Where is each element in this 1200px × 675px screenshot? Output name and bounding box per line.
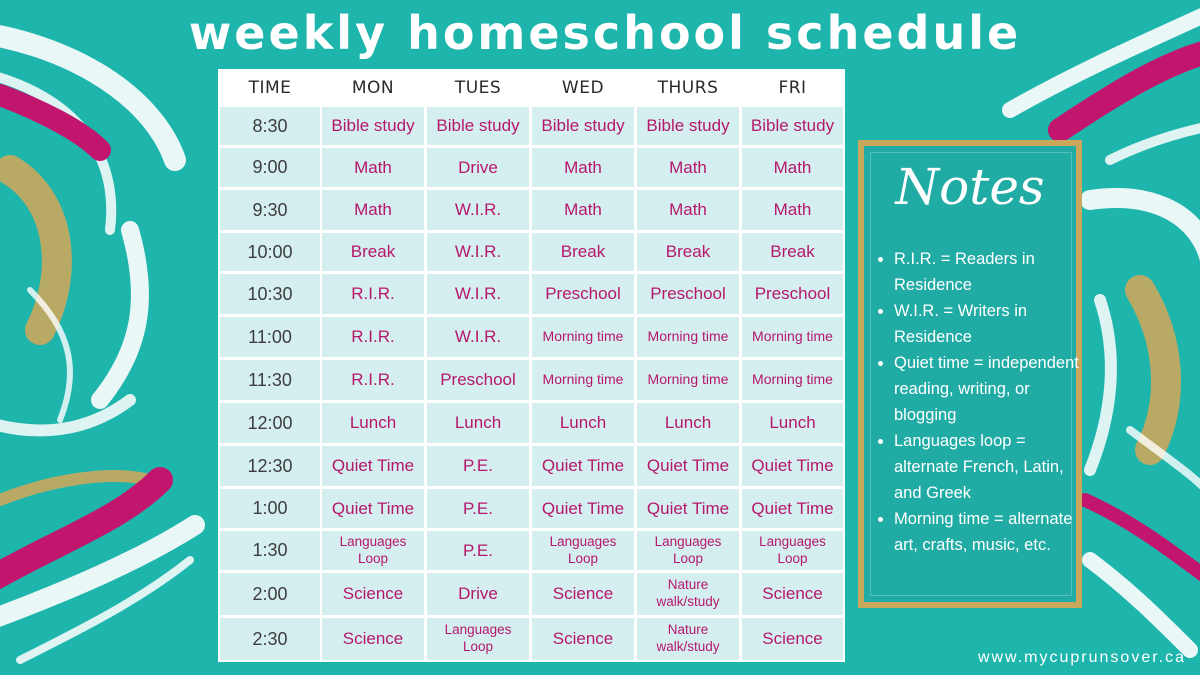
activity-cell-thurs: Nature walk/study bbox=[637, 618, 739, 660]
activity-cell-wed: Break bbox=[532, 233, 634, 271]
activity-cell-fri: Quiet Time bbox=[742, 489, 843, 528]
activity-cell-wed: Bible study bbox=[532, 107, 634, 145]
note-item: • R.I.R. = Readers in Residence bbox=[894, 246, 1082, 298]
activity-cell-fri: Languages Loop bbox=[742, 531, 843, 570]
note-item: • Languages loop = alternate French, Latin, and Greek bbox=[894, 428, 1082, 506]
activity-cell-fri: Morning time bbox=[742, 317, 843, 357]
activity-cell-mon: Math bbox=[322, 190, 424, 230]
time-cell: 12:00 bbox=[220, 403, 320, 443]
activity-cell-tues: Preschool bbox=[427, 360, 529, 400]
activity-cell-tues: Languages Loop bbox=[427, 618, 529, 660]
activity-cell-thurs: Morning time bbox=[637, 360, 739, 400]
activity-cell-tues: W.I.R. bbox=[427, 190, 529, 230]
notes-title: Notes bbox=[895, 158, 1045, 216]
activity-cell-fri: Bible study bbox=[742, 107, 843, 145]
activity-cell-tues: Drive bbox=[427, 148, 529, 187]
schedule-table bbox=[218, 69, 845, 662]
header-mon: MON bbox=[351, 78, 395, 98]
activity-cell-wed: Math bbox=[532, 190, 634, 230]
activity-cell-fri: Break bbox=[742, 233, 843, 271]
activity-cell-mon: Lunch bbox=[322, 403, 424, 443]
activity-cell-tues: P.E. bbox=[427, 446, 529, 486]
time-cell: 12:30 bbox=[220, 446, 320, 486]
activity-cell-tues: Bible study bbox=[427, 107, 529, 145]
activity-cell-thurs: Bible study bbox=[637, 107, 739, 145]
note-item: • W.I.R. = Writers in Residence bbox=[894, 298, 1082, 350]
activity-cell-wed: Quiet Time bbox=[532, 489, 634, 528]
activity-cell-thurs: Break bbox=[637, 233, 739, 271]
activity-cell-tues: W.I.R. bbox=[427, 233, 529, 271]
activity-cell-fri: Quiet Time bbox=[742, 446, 843, 486]
activity-cell-mon: R.I.R. bbox=[322, 317, 424, 357]
activity-cell-mon: Languages Loop bbox=[322, 531, 424, 570]
activity-cell-thurs: Preschool bbox=[637, 274, 739, 314]
activity-cell-fri: Lunch bbox=[742, 403, 843, 443]
activity-cell-mon: R.I.R. bbox=[322, 360, 424, 400]
activity-cell-mon: Break bbox=[322, 233, 424, 271]
activity-cell-wed: Math bbox=[532, 148, 634, 187]
activity-cell-mon: Science bbox=[322, 573, 424, 615]
activity-cell-fri: Math bbox=[742, 148, 843, 187]
activity-cell-fri: Science bbox=[742, 618, 843, 660]
activity-cell-wed: Preschool bbox=[532, 274, 634, 314]
time-cell: 1:00 bbox=[220, 489, 320, 528]
time-cell: 10:30 bbox=[220, 274, 320, 314]
activity-cell-mon: Science bbox=[322, 618, 424, 660]
activity-cell-wed: Morning time bbox=[532, 360, 634, 400]
activity-cell-thurs: Math bbox=[637, 190, 739, 230]
header-wed: WED bbox=[561, 78, 605, 98]
activity-cell-tues: Drive bbox=[427, 573, 529, 615]
activity-cell-mon: Bible study bbox=[322, 107, 424, 145]
activity-cell-mon: Math bbox=[322, 148, 424, 187]
activity-cell-thurs: Morning time bbox=[637, 317, 739, 357]
time-cell: 9:30 bbox=[220, 190, 320, 230]
activity-cell-wed: Lunch bbox=[532, 403, 634, 443]
activity-cell-wed: Science bbox=[532, 618, 634, 660]
activity-cell-tues: W.I.R. bbox=[427, 317, 529, 357]
activity-cell-thurs: Lunch bbox=[637, 403, 739, 443]
time-cell: 8:30 bbox=[220, 107, 320, 145]
activity-cell-thurs: Math bbox=[637, 148, 739, 187]
activity-cell-wed: Morning time bbox=[532, 317, 634, 357]
activity-cell-fri: Math bbox=[742, 190, 843, 230]
activity-cell-fri: Morning time bbox=[742, 360, 843, 400]
activity-cell-mon: Quiet Time bbox=[322, 446, 424, 486]
activity-cell-tues: W.I.R. bbox=[427, 274, 529, 314]
time-cell: 11:30 bbox=[220, 360, 320, 400]
activity-cell-wed: Quiet Time bbox=[532, 446, 634, 486]
header-tues: TUES bbox=[454, 78, 502, 98]
activity-cell-mon: Quiet Time bbox=[322, 489, 424, 528]
time-cell: 9:00 bbox=[220, 148, 320, 187]
activity-cell-thurs: Languages Loop bbox=[637, 531, 739, 570]
header-fri: FRI bbox=[778, 78, 807, 98]
time-cell: 1:30 bbox=[220, 531, 320, 570]
activity-cell-thurs: Quiet Time bbox=[637, 489, 739, 528]
activity-cell-mon: R.I.R. bbox=[322, 274, 424, 314]
page-title: weekly homeschool schedule bbox=[188, 6, 1022, 60]
activity-cell-wed: Science bbox=[532, 573, 634, 615]
activity-cell-tues: P.E. bbox=[427, 489, 529, 528]
activity-cell-wed: Languages Loop bbox=[532, 531, 634, 570]
note-item: • Quiet time = independent reading, writing, or blogging bbox=[894, 350, 1082, 428]
header-time: TIME bbox=[248, 78, 292, 98]
time-cell: 2:30 bbox=[220, 618, 320, 660]
time-cell: 11:00 bbox=[220, 317, 320, 357]
activity-cell-fri: Preschool bbox=[742, 274, 843, 314]
note-item: • Morning time = alternate art, crafts, music, etc. bbox=[894, 506, 1082, 558]
activity-cell-fri: Science bbox=[742, 573, 843, 615]
header-thurs: THURS bbox=[657, 78, 719, 98]
time-cell: 2:00 bbox=[220, 573, 320, 615]
website-url: www.mycuprunsover.ca bbox=[977, 649, 1186, 666]
notes-list bbox=[874, 246, 1082, 558]
activity-cell-thurs: Quiet Time bbox=[637, 446, 739, 486]
time-cell: 10:00 bbox=[220, 233, 320, 271]
activity-cell-thurs: Nature walk/study bbox=[637, 573, 739, 615]
activity-cell-tues: P.E. bbox=[427, 531, 529, 570]
activity-cell-tues: Lunch bbox=[427, 403, 529, 443]
